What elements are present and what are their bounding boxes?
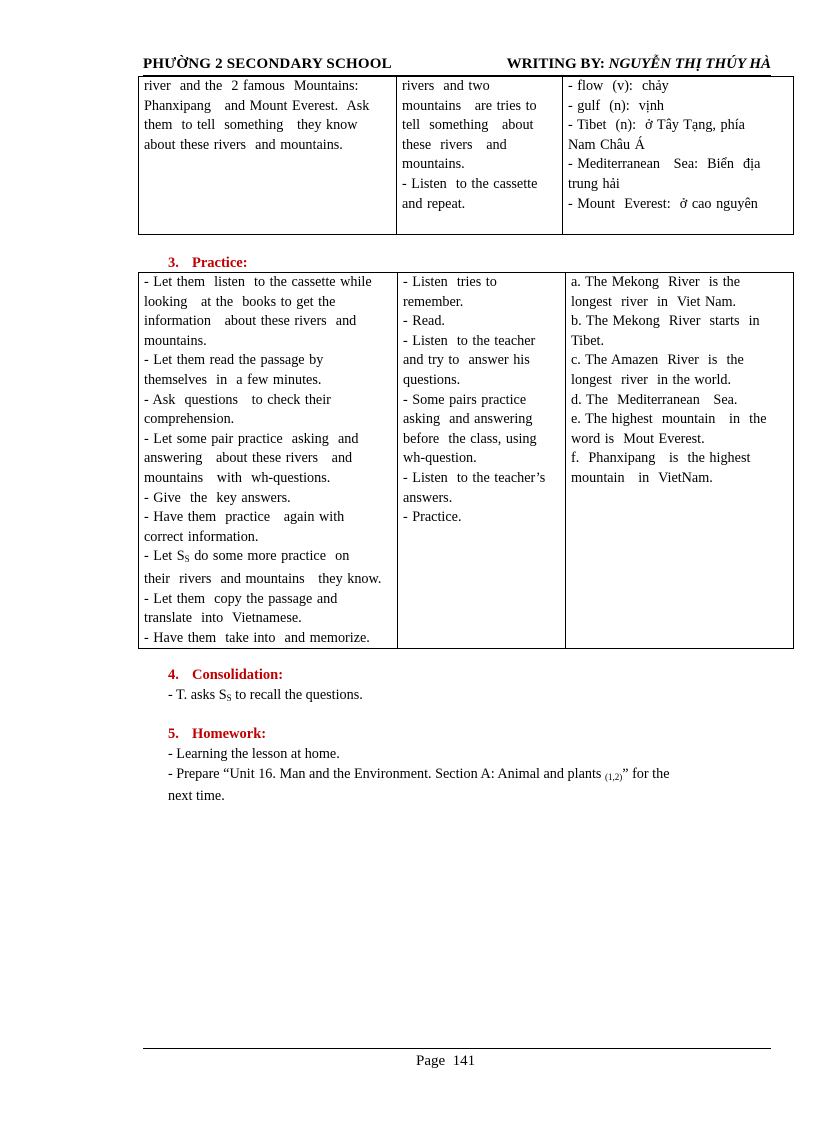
cell-text-line: c. The Amazen River is the bbox=[571, 352, 744, 369]
cell-text-line: Nam Châu Á bbox=[568, 136, 645, 153]
section-number: 3. bbox=[168, 255, 179, 271]
cell-text-line: mountain in VietNam. bbox=[571, 469, 713, 486]
section-number: 5. bbox=[168, 726, 179, 742]
cell-text-line: these rivers and bbox=[402, 136, 507, 153]
cell-text-line: - Read. bbox=[403, 313, 445, 330]
cell-text-line: - Mount Everest: ở cao nguyên bbox=[568, 195, 758, 212]
section-3-heading bbox=[168, 255, 248, 272]
school-name: PHƯỜNG 2 SECONDARY SCHOOL bbox=[143, 56, 392, 72]
cell-text-line: - Let them copy the passage and bbox=[144, 590, 338, 607]
cell-text-line: comprehension. bbox=[144, 411, 235, 428]
cell-text-line: - Listen tries to bbox=[403, 274, 497, 290]
cell-text-line: f. Phanxipang is the highest bbox=[571, 450, 751, 467]
consolidation-text: - T. asks $S_S$ to recall the questions. bbox=[168, 687, 363, 703]
cell-text-line: remember. bbox=[403, 293, 464, 310]
cell-text-line: - Ask questions to check their bbox=[144, 391, 331, 408]
cell-text-line: - Have them take into and memorize. bbox=[144, 629, 370, 646]
cell-text-line: wh-question. bbox=[403, 450, 477, 467]
content-cell bbox=[563, 77, 794, 235]
cell-text-line: - Practice. bbox=[403, 509, 462, 526]
cell-text-line: - Some pairs practice bbox=[403, 391, 527, 408]
teacher-activity-cell bbox=[139, 273, 398, 649]
student-activity-cell bbox=[398, 273, 566, 649]
footer-divider bbox=[143, 1048, 771, 1049]
cell-text-line: before the class, using bbox=[403, 430, 537, 447]
cell-text-line: Phanxipang and Mount Everest. Ask bbox=[144, 97, 370, 114]
page-header bbox=[143, 53, 771, 76]
cell-text-line: longest river in the world. bbox=[571, 371, 732, 388]
cell-text-line: - gulf (n): vịnh bbox=[568, 97, 665, 114]
presentation-table bbox=[138, 76, 794, 235]
cell-text-line: - Let $S_S$ do some more practice on bbox=[144, 548, 350, 565]
author-credit bbox=[507, 56, 771, 73]
cell-text-line: a. The Mekong River is the bbox=[571, 274, 741, 290]
cell-text-line: tell something about bbox=[402, 117, 534, 134]
cell-text-line: e. The highest mountain in the bbox=[571, 411, 767, 428]
section-4-heading bbox=[168, 667, 283, 684]
teacher-activity-cell bbox=[139, 77, 397, 235]
table-row bbox=[139, 77, 794, 235]
cell-text-line: b. The Mekong River starts in bbox=[571, 313, 760, 330]
page-number: 141 bbox=[452, 1053, 476, 1069]
cell-text-line: - Listen to the teacher’s bbox=[403, 469, 546, 486]
cell-text-line: and repeat. bbox=[402, 195, 466, 212]
page-label: Page bbox=[416, 1053, 446, 1069]
cell-text-line: trung hải bbox=[568, 175, 620, 192]
cell-text-line: - Give the key answers. bbox=[144, 489, 291, 506]
cell-text-line: d. The Mediterranean Sea. bbox=[571, 391, 738, 408]
section-5-heading bbox=[168, 726, 266, 743]
cell-text-line: looking at the books to get the bbox=[144, 293, 336, 310]
cell-text-line: - flow (v): chảy bbox=[568, 78, 669, 94]
cell-text-line: them to tell something they know bbox=[144, 117, 358, 134]
cell-text-line: mountains. bbox=[402, 156, 465, 173]
cell-text-line: - Listen to the cassette bbox=[402, 175, 538, 192]
writing-by-label: WRITING BY: bbox=[506, 56, 605, 72]
content-cell bbox=[566, 273, 794, 649]
cell-text-line: - Listen to the teacher bbox=[403, 332, 536, 349]
cell-text-line: - Let them listen to the cassette while bbox=[144, 274, 372, 290]
section-title: Consolidation: bbox=[192, 667, 284, 683]
page-footer bbox=[416, 1053, 475, 1070]
cell-text-line: mountains with wh-questions. bbox=[144, 469, 331, 486]
cell-text-line: - Let some pair practice asking and bbox=[144, 430, 359, 447]
cell-text-line: word is Mout Everest. bbox=[571, 430, 705, 447]
cell-text-line: asking and answering bbox=[403, 411, 533, 428]
cell-text-line: - Have them practice again with bbox=[144, 509, 345, 526]
cell-text-line: river and the 2 famous Mountains: bbox=[144, 78, 359, 94]
cell-text-line: translate into Vietnamese. bbox=[144, 610, 302, 627]
cell-text-line: information about these rivers and bbox=[144, 313, 357, 330]
cell-text-line: correct information. bbox=[144, 528, 259, 545]
cell-text-line: answering about these rivers and bbox=[144, 450, 353, 467]
table-row bbox=[139, 273, 794, 649]
practice-table bbox=[138, 272, 794, 649]
cell-text-line: - Mediterranean Sea: Biển địa bbox=[568, 156, 761, 173]
cell-text-line: questions. bbox=[403, 371, 461, 388]
cell-text-line: about these rivers and mountains. bbox=[144, 136, 343, 153]
cell-text-line: - Tibet (n): ở Tây Tạng, phía bbox=[568, 117, 745, 134]
cell-text-line: answers. bbox=[403, 489, 453, 506]
cell-text-line: mountains. bbox=[144, 332, 207, 349]
section-number: 4. bbox=[168, 667, 179, 683]
student-activity-cell bbox=[397, 77, 563, 235]
cell-text-line: mountains are tries to bbox=[402, 97, 537, 114]
cell-text-line: rivers and two bbox=[402, 78, 490, 94]
cell-text-line: themselves in a few minutes. bbox=[144, 371, 322, 388]
homework-text: - Learning the lesson at home. - Prepare “Unit 16. Man and the Environment. Section A: Animal and plants $_{(1,2)}$” for the next time. bbox=[168, 746, 670, 805]
cell-text-line: longest river in Viet Nam. bbox=[571, 293, 737, 310]
cell-text-line: Tibet. bbox=[571, 332, 604, 349]
section-title: Practice: bbox=[192, 255, 248, 271]
cell-text-line: their rivers and mountains they know. bbox=[144, 570, 382, 587]
section-title: Homework: bbox=[192, 726, 267, 742]
cell-text-line: and try to answer his bbox=[403, 352, 530, 369]
cell-text-line: - Let them read the passage by bbox=[144, 352, 324, 369]
author-name: NGUYỄN THỊ THÚY HÀ bbox=[608, 56, 771, 72]
